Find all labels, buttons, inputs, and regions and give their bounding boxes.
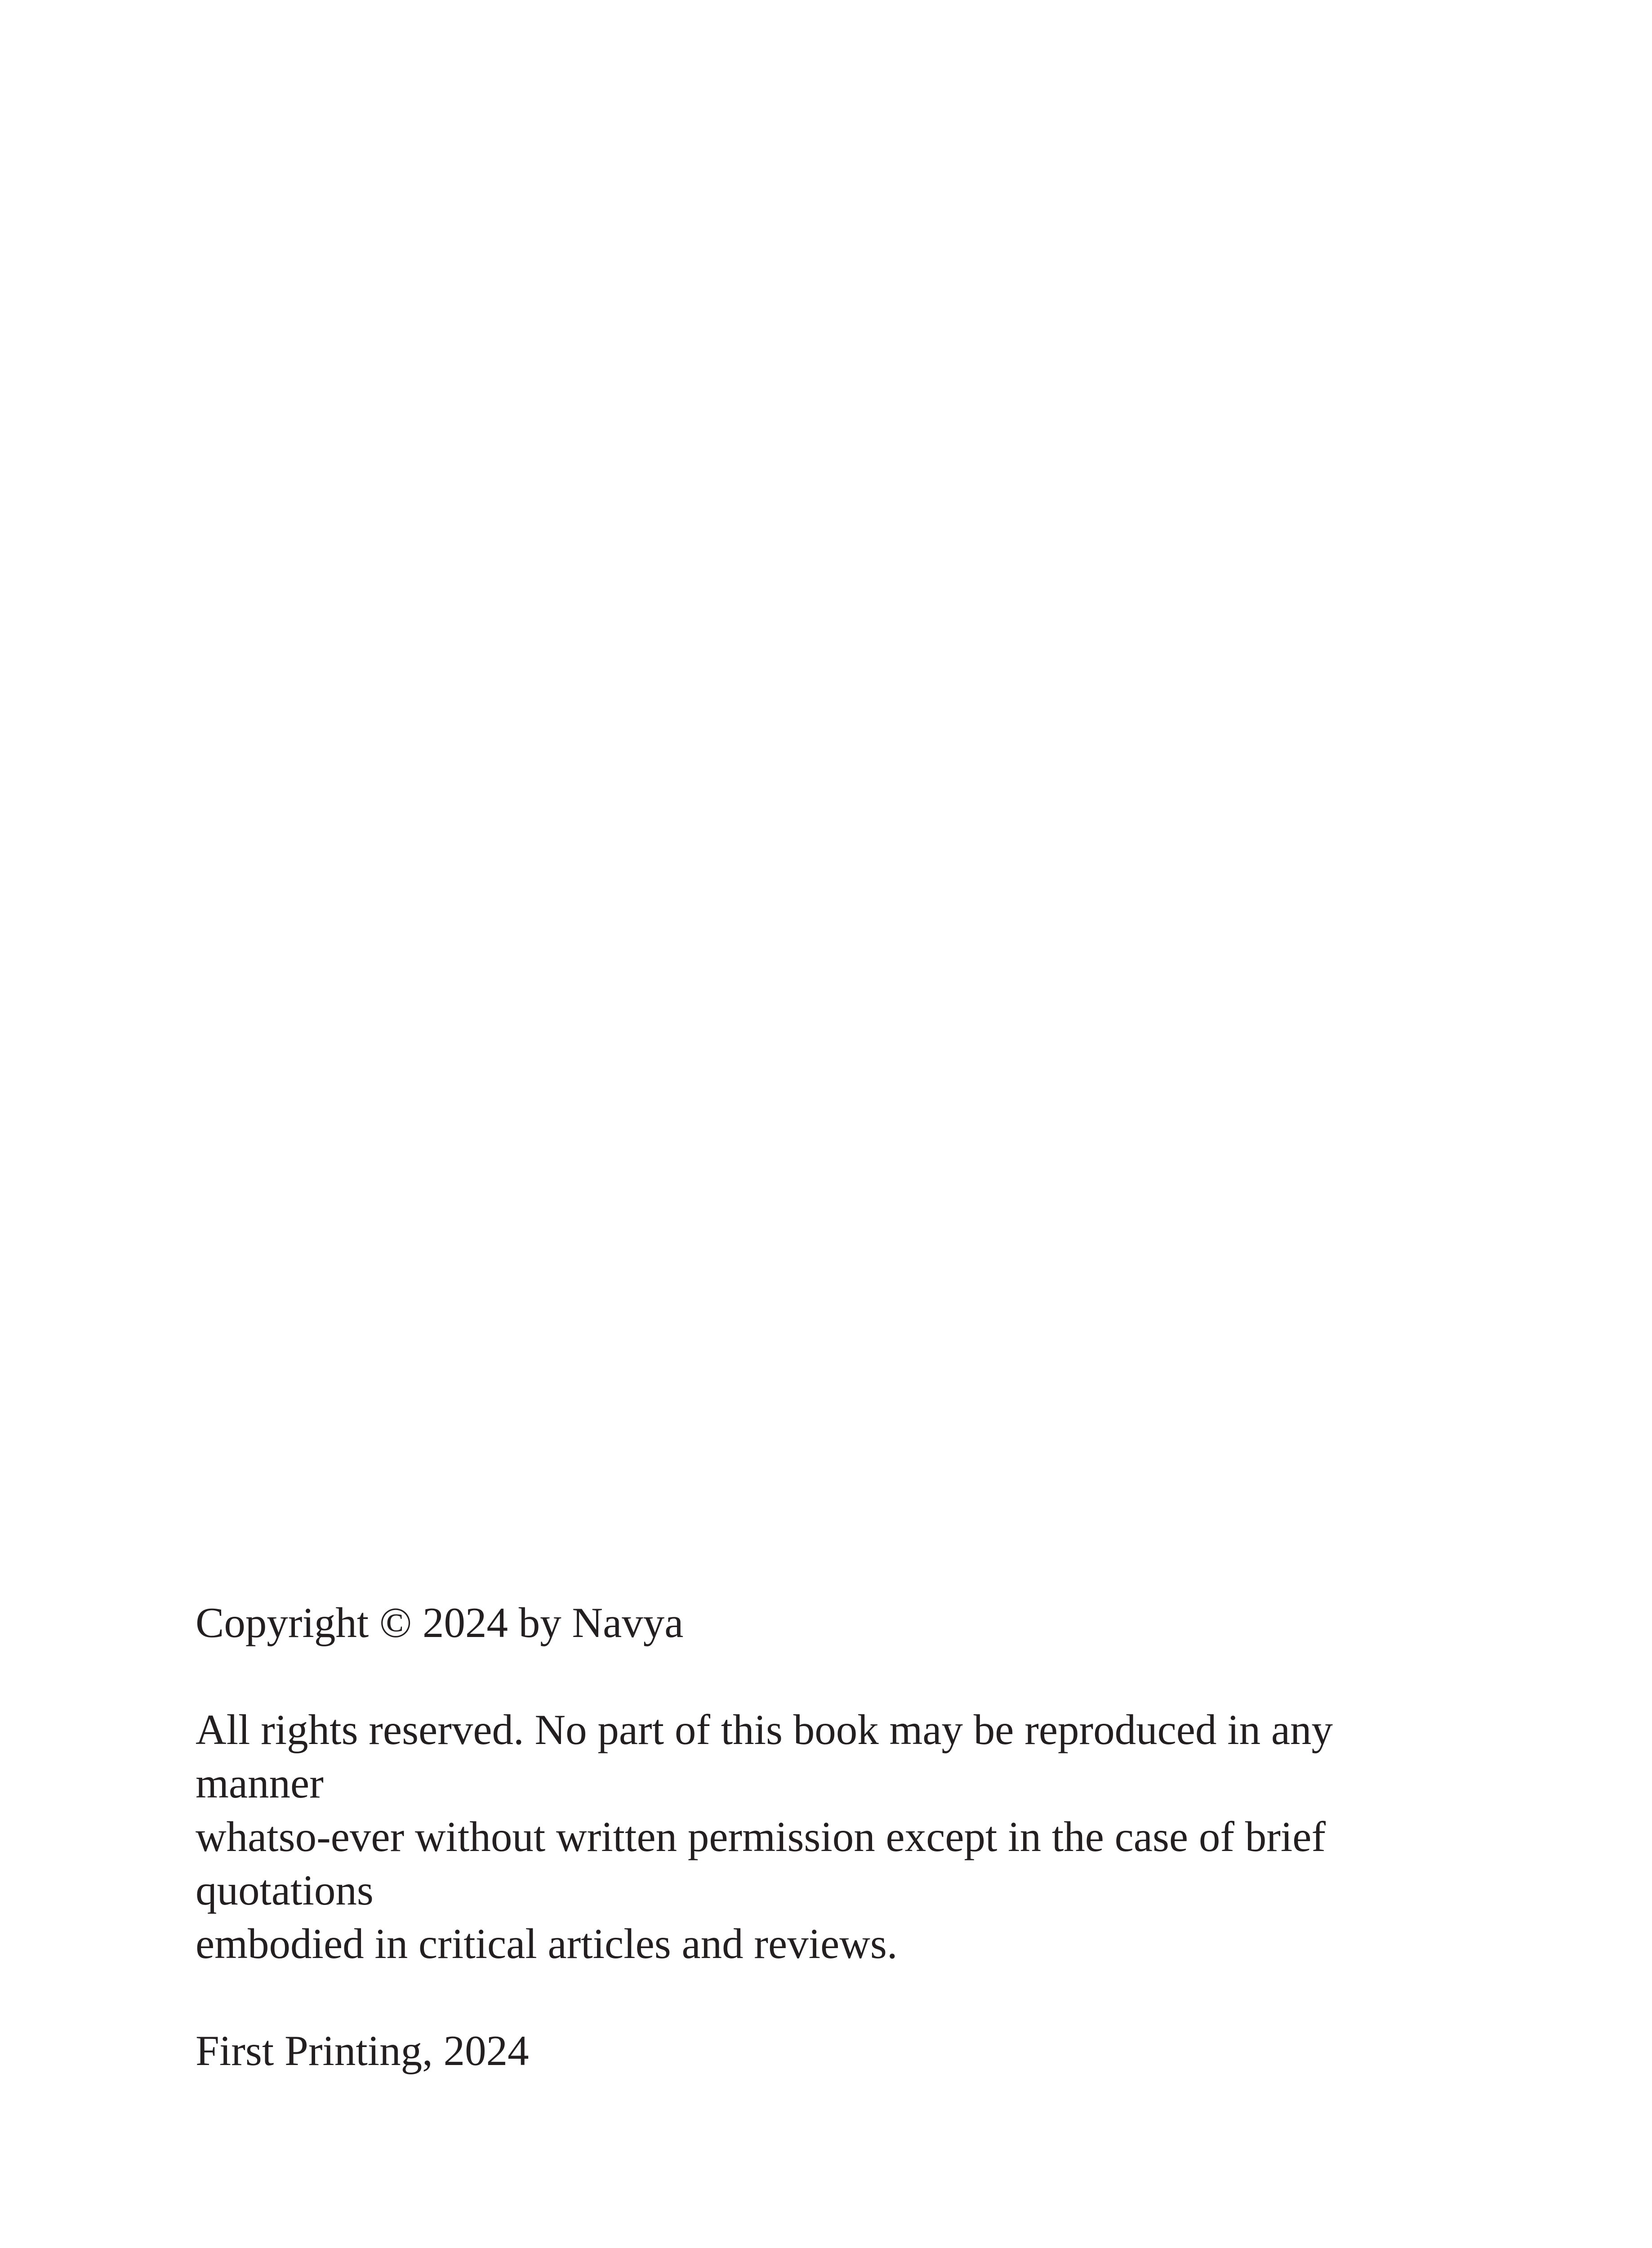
rights-line: manner: [196, 1759, 324, 1807]
printing-notice: First Printing, 2024: [196, 2027, 529, 2074]
paragraph-spacer: [196, 1650, 1499, 1703]
rights-line: embodied in critical articles and reviews.: [196, 1920, 898, 1967]
rights-line: quotations: [196, 1866, 374, 1914]
rights-reserved-paragraph: [196, 1703, 1499, 1971]
rights-line: whatso-ever without written permission except in the case of brief: [196, 1813, 1326, 1860]
copyright-notice: Copyright © 2024 by Navya: [196, 1599, 684, 1646]
rights-line: All rights reserved. No part of this book may be reproduced in any: [196, 1706, 1333, 1753]
copyright-text-block: [196, 1596, 1499, 2078]
paragraph-spacer: [196, 1971, 1499, 2024]
